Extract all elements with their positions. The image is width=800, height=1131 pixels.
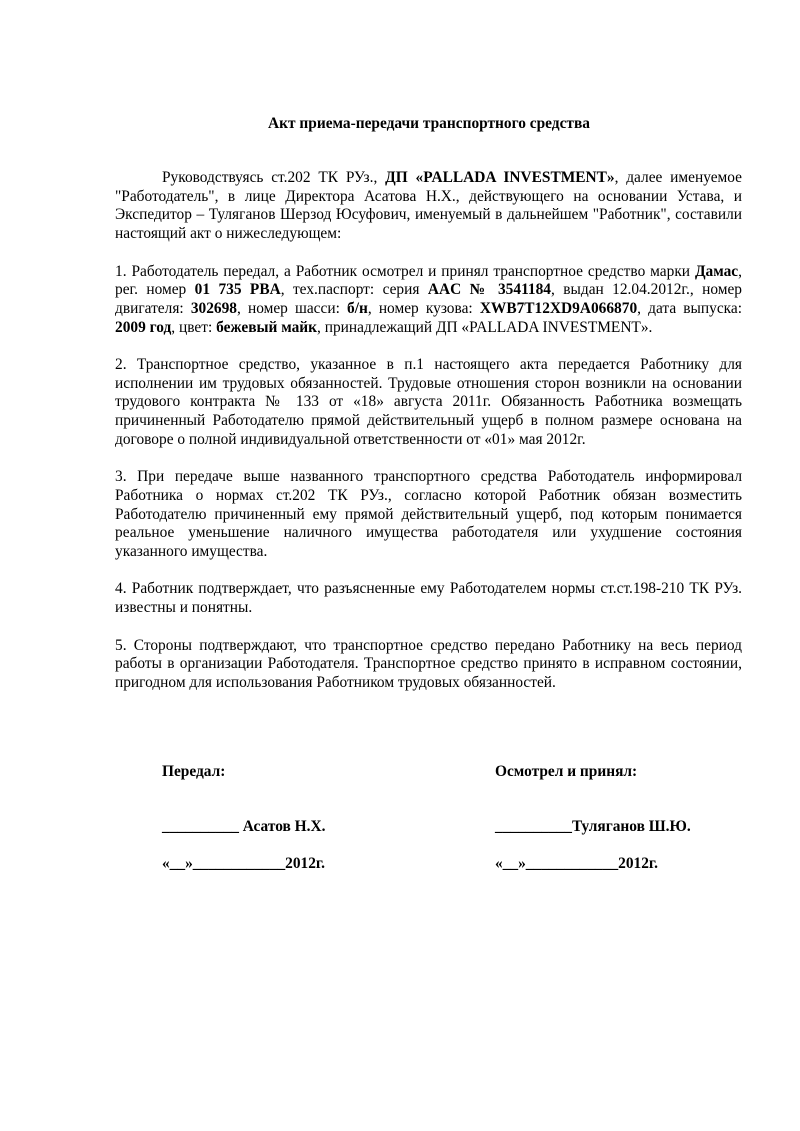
- signature-left-date: [162, 855, 325, 874]
- p1-text-9: , принадлежащий ДП «PALLADA INVESTMENT».: [317, 318, 653, 336]
- p1-text-2: , рег. номер: [115, 262, 742, 299]
- signature-right-blank: __________: [495, 818, 572, 835]
- paragraph-5: 5. Стороны подтверждают, что транспортное средство передано Работнику на весь период работы в организации Работодателя. Транспортное средство принято в исправном состоянии, пригодном для использования Работником трудовых обязанностей.: [115, 636, 742, 691]
- paragraph-2: 2. Транспортное средство, указанное в п.1 настоящего акта передается Работнику для исполнении им трудовых обязанностей. Трудовые отношения сторон возникли на основании трудового контракта № 133 от «18» августа 2011г. Обязанность Работника возмещать причиненный Работодателю прямой действительный ущерб в полном размере основана на договоре о полной индивидуальной ответственности от «01» мая 2012г.: [115, 356, 742, 448]
- document-title: Акт приема-передачи транспортного средства: [268, 115, 590, 132]
- p1-engine-number: 302698: [190, 299, 237, 317]
- intro-paragraph: [115, 169, 742, 244]
- date-left-year: 2012г.: [285, 855, 326, 872]
- p1-text-3: , тех.паспорт: серия: [280, 281, 428, 299]
- p1-text-4: , выдан 12.04.2012г., номер двигателя:: [115, 281, 742, 317]
- date-left-day: __: [169, 855, 186, 872]
- paragraph-3: 3. При передаче выше названного транспортного средства Работодатель информировал Работника о нормах ст.202 ТК РУз., согласно которой Работник обязан возместить Работодателю причиненный ему прямой действительный ущерб, под которым понимается реальное уменьшение наличного имущества работодателя или ухудшение состояния указанного имущества.: [115, 468, 742, 561]
- p1-year: 2009 год: [115, 318, 172, 336]
- date-right-open-quote: «: [495, 855, 503, 872]
- signature-left-blank: __________: [162, 818, 239, 835]
- date-left-close-quote: »: [185, 855, 193, 872]
- p1-chassis-number: б/н: [347, 299, 368, 317]
- p1-passport: AAC № 3541184: [427, 281, 552, 299]
- date-right-day: __: [502, 855, 519, 872]
- date-left-open-quote: «: [162, 855, 170, 872]
- signature-right-name: Туляганов Ш.Ю.: [571, 818, 691, 835]
- p1-text-1: 1. Работодатель передал, а Работник осмотрел и принял транспортное средство марки: [115, 262, 695, 280]
- p1-brand: Дамас: [694, 262, 739, 280]
- p1-color: бежевый майк: [216, 318, 318, 336]
- signature-right-line: [495, 818, 691, 837]
- intro-company: ДП «PALLADA INVESTMENT»: [385, 169, 615, 186]
- p1-text-8: , цвет:: [171, 318, 217, 336]
- p1-reg-number: 01 735 PBA: [194, 281, 281, 299]
- paragraph-4: 4. Работник подтверждает, что разъясненные ему Работодателем нормы ст.ст.198-210 ТК РУз. известны и понятны.: [115, 580, 742, 617]
- p1-body-number: XWB7T12XD9A066870: [479, 299, 638, 317]
- intro-text-1: Руководствуясь ст.202 ТК РУз.,: [162, 169, 386, 186]
- date-right-month-blank: ____________: [525, 855, 619, 872]
- paragraph-1: [115, 263, 742, 338]
- signature-right-heading: Осмотрел и принял:: [495, 763, 638, 780]
- p1-text-6: , номер кузова:: [367, 299, 480, 317]
- date-right-close-quote: »: [518, 855, 526, 872]
- date-right-year: 2012г.: [618, 855, 659, 872]
- signature-left-heading: Передал:: [162, 763, 226, 780]
- signature-right-date: [495, 855, 658, 874]
- document-body: [115, 169, 742, 711]
- signature-left-name: Асатов Н.Х.: [238, 818, 326, 835]
- p1-text-7: , дата выпуска:: [637, 299, 742, 317]
- date-left-month-blank: ____________: [192, 855, 286, 872]
- p1-text-5: , номер шасси:: [236, 299, 347, 317]
- intro-text-2: , далее именуемое "Работодатель", в лице Директора Асатова Н.Х., действующего на основании Устава, и Экспедитор – Туляганов Шерзод Юсуфович, именуемый в дальнейшем "Работник", составили настоящий акт о нижеследующем:: [115, 169, 742, 243]
- signature-left-line: [162, 818, 325, 837]
